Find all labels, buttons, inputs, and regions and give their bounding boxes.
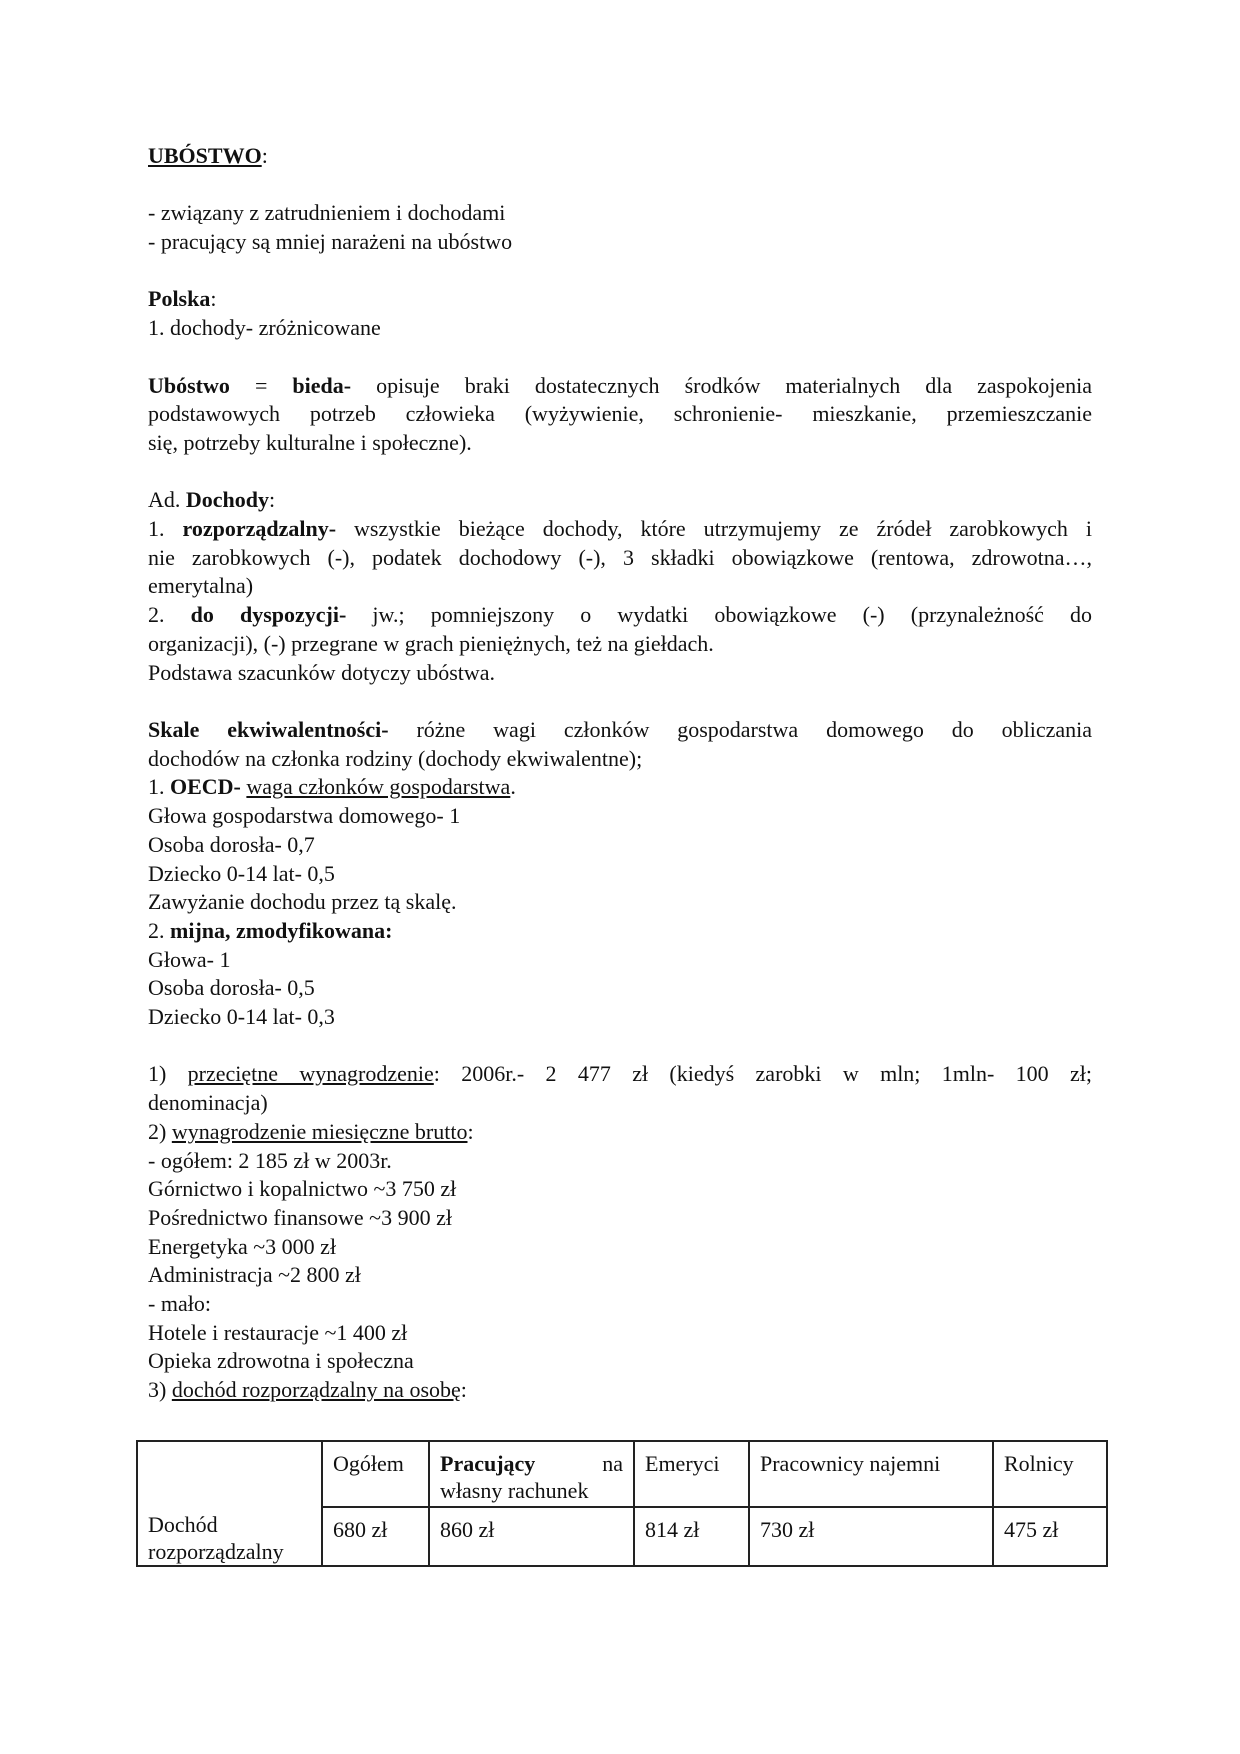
- wages-p1-term: przeciętne wynagrodzenie: [187, 1061, 434, 1087]
- section-title: [148, 142, 1092, 171]
- header-rolnicy: Rolnicy: [993, 1441, 1107, 1507]
- modified-heading: [148, 917, 1092, 946]
- modified-num: 2.: [148, 917, 170, 943]
- modified-term: mijna, zmodyfikowana: [170, 917, 386, 943]
- wages-low-label: - mało:: [148, 1291, 211, 1317]
- wages-high-item: Pośrednictwo finansowe ~3 900 zł: [148, 1204, 452, 1230]
- dochody-item-2-term: do dyspozycji-: [190, 602, 347, 628]
- oecd-item: Dziecko 0-14 lat- 0,5: [148, 860, 335, 886]
- oecd-dot: .: [510, 774, 516, 800]
- header-pracujacy: [429, 1441, 634, 1507]
- wages-p1-line-2: denominacja): [148, 1090, 268, 1116]
- wages-p3-term: dochód rozporządzalny na osobę: [171, 1377, 461, 1403]
- oecd-term: OECD-: [170, 774, 241, 800]
- table-cell-pracujacy: 860 zł: [429, 1507, 634, 1566]
- skale-text-1: różne wagi członków gospodarstwa domowego do obliczania: [388, 716, 1092, 742]
- definition-equals: =: [229, 372, 293, 398]
- wages-p2-num: 2): [148, 1118, 172, 1144]
- polska-heading-text: Polska: [148, 286, 211, 312]
- table-row-label: [137, 1441, 322, 1566]
- intro-line-2: - pracujący są mniej narażeni na ubóstwo: [148, 229, 513, 255]
- definition-line-1: [148, 372, 1092, 401]
- dochody-item-1-term: rozporządzalny-: [182, 516, 337, 542]
- wages-low-item: Hotele i restauracje ~1 400 zł: [148, 1319, 408, 1345]
- dochody-heading: [148, 486, 1092, 515]
- modified-item: Dziecko 0-14 lat- 0,3: [148, 1004, 335, 1030]
- modified-colon: :: [385, 917, 393, 943]
- header-pracujacy-bold: Pracujący: [440, 1451, 536, 1476]
- definition-term-ubostwo: Ubóstwo: [148, 372, 230, 398]
- wages-high-item: Górnictwo i kopalnictwo ~3 750 zł: [148, 1176, 457, 1202]
- dochody-item-1-line-2: nie zarobkowych (-), podatek dochodowy (-), 3 składki obowiązkowe (rentowa, zdrowotna…,: [148, 544, 1092, 570]
- income-table-wrapper: [136, 1440, 1108, 1567]
- dochody-item-1-line-3: emerytalna): [148, 573, 254, 599]
- title-colon: :: [261, 143, 268, 168]
- dochody-colon: :: [269, 487, 276, 513]
- oecd-item: Głowa gospodarstwa domowego- 1: [148, 803, 461, 829]
- definition-text-1: opisuje braki dostatecznych środków materialnych dla zaspokojenia: [351, 372, 1092, 398]
- wages-high-item: Energetyka ~3 000 zł: [148, 1233, 337, 1259]
- row-label-line-1: Dochód: [148, 1512, 218, 1537]
- dochody-item-1-num: 1.: [148, 516, 183, 542]
- dochody-item-1-text: wszystkie bieżące dochody, które utrzymujemy ze źródeł zarobkowych i: [336, 516, 1092, 542]
- title-text: UBÓSTWO: [148, 143, 262, 168]
- dochody-item-2-line-2: organizacji), (-) przegrane w grach pieniężnych, też na giełdach.: [148, 630, 714, 656]
- table-cell-ogolem: 680 zł: [322, 1507, 429, 1566]
- table-cell-pracownicy: 730 zł: [749, 1507, 993, 1566]
- dochody-item-2-line-1: [148, 601, 1092, 630]
- definition-line-2: podstawowych potrzeb człowieka (wyżywienie, schronienie- mieszkanie, przemieszczanie: [148, 401, 1092, 427]
- wages-p3-num: 3): [148, 1377, 172, 1403]
- polska-heading: [148, 285, 1092, 314]
- wages-p2-term: wynagrodzenie miesięczne brutto: [171, 1118, 468, 1144]
- modified-item: Głowa- 1: [148, 946, 231, 972]
- table-header-row: [137, 1441, 1107, 1507]
- intro-line-1: - związany z zatrudnieniem i dochodami: [148, 200, 506, 226]
- header-pracujacy-line-2: własny rachunek: [440, 1478, 589, 1503]
- oecd-heading: [148, 773, 1092, 802]
- oecd-item: Osoba dorosła- 0,7: [148, 831, 315, 857]
- wages-low-item: Opieka zdrowotna i społeczna: [148, 1348, 414, 1374]
- oecd-item: Zawyżanie dochodu przez tą skalę.: [148, 889, 457, 915]
- dochody-note: Podstawa szacunków dotyczy ubóstwa.: [148, 659, 496, 685]
- table-cell-emeryci: 814 zł: [634, 1507, 749, 1566]
- header-pracownicy: Pracownicy najemni: [749, 1441, 993, 1507]
- wages-p1-text: : 2006r.- 2 477 zł (kiedyś zarobki w mln; 1mln- 100 zł;: [433, 1061, 1092, 1087]
- table-cell-rolnicy: 475 zł: [993, 1507, 1107, 1566]
- skale-line-1: [148, 716, 1092, 745]
- wages-p1-line-1: [148, 1060, 1092, 1089]
- skale-term: Skale ekwiwalentności-: [148, 716, 389, 742]
- dochody-item-2-text: jw.; pomniejszony o wydatki obowiązkowe (-) (przynależność do: [346, 602, 1093, 628]
- wages-p1-num: 1): [148, 1061, 188, 1087]
- definition-term-bieda: bieda-: [292, 372, 352, 398]
- row-label-line-2: rozporządzalny: [148, 1539, 284, 1564]
- polska-heading-colon: :: [210, 286, 217, 312]
- wages-p2-colon: :: [467, 1118, 474, 1144]
- oecd-desc: waga członków gospodarstwa: [246, 774, 511, 800]
- skale-line-2: dochodów na członka rodziny (dochody ekwiwalentne);: [148, 745, 643, 771]
- dochody-heading-text: Dochody: [185, 487, 270, 513]
- document-body: [148, 142, 1092, 1405]
- wages-p3-heading: [148, 1376, 1092, 1405]
- wages-high-item: Administracja ~2 800 zł: [148, 1262, 361, 1288]
- oecd-num: 1.: [148, 774, 170, 800]
- dochody-prefix: Ad.: [148, 487, 186, 513]
- wages-p2-heading: [148, 1118, 1092, 1147]
- header-pracujacy-na: na: [602, 1451, 623, 1476]
- wages-p3-colon: :: [460, 1377, 467, 1403]
- polska-item-1: 1. dochody- zróżnicowane: [148, 315, 381, 341]
- modified-item: Osoba dorosła- 0,5: [148, 975, 315, 1001]
- header-ogolem: Ogółem: [322, 1441, 429, 1507]
- income-table: [136, 1440, 1108, 1567]
- header-emeryci: Emeryci: [634, 1441, 749, 1507]
- definition-line-3: się, potrzeby kulturalne i społeczne).: [148, 429, 472, 455]
- dochody-item-2-num: 2.: [148, 602, 191, 628]
- dochody-item-1-line-1: [148, 515, 1092, 544]
- wages-total: - ogółem: 2 185 zł w 2003r.: [148, 1147, 392, 1173]
